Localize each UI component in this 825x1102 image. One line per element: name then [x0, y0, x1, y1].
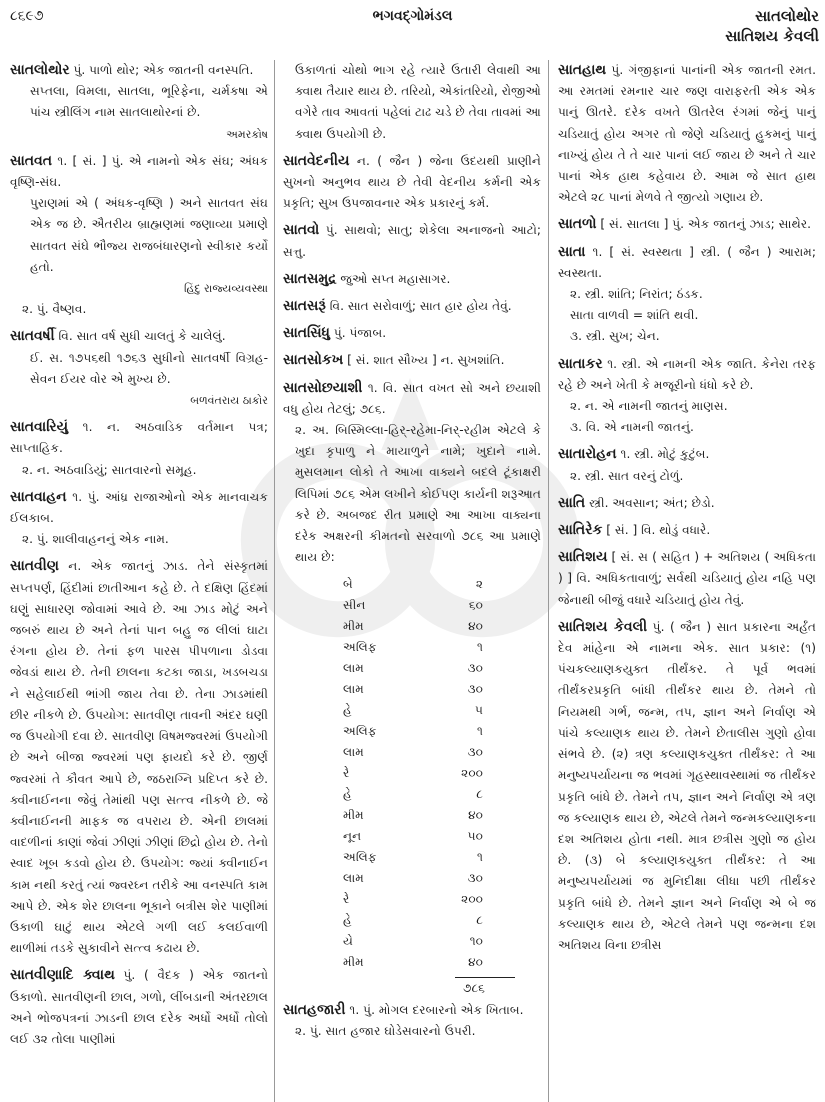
running-title: ભગવદ્ગોમંડલ — [372, 8, 453, 24]
dictionary-entry — [558, 354, 816, 439]
citation-source: અમરકોષ — [226, 127, 268, 141]
dictionary-entry — [558, 493, 816, 514]
abjad-value: ૪૦ — [468, 619, 483, 634]
abjad-row — [343, 784, 483, 805]
definition-text: ૧. સ્ત્રી. એ નામની એક જાતિ. કેનેરા તરફ રહે છે અને ખેતી કે મજૂરીનો ધંધો કરે છે. — [558, 356, 816, 392]
headword: સાતારોહન — [558, 446, 617, 463]
citation-source: હિંદુ રાજ્યવ્યવસ્થા — [184, 282, 268, 296]
dictionary-entry — [558, 60, 816, 208]
abjad-value: ૫ — [474, 703, 483, 718]
headword: સાતા — [558, 243, 586, 260]
abjad-letter: હે — [343, 787, 352, 802]
dictionary-entry — [558, 617, 816, 956]
abjad-letter: લામ — [343, 682, 364, 697]
abjad-value: ૧ — [477, 724, 483, 739]
entry-definition — [558, 60, 816, 208]
entry-definition — [283, 296, 541, 317]
abjad-letter: અલિફ — [343, 640, 377, 655]
definition-text: ૧. [ સં. ] પું. એ નામનો એક સંઘ; અંધક વૃષ્ણિ-સંઘ. — [10, 153, 268, 190]
abjad-letter: લામ — [343, 871, 364, 886]
headword: સાતળો — [558, 216, 597, 233]
entry-definition — [558, 617, 816, 956]
abjad-row — [343, 868, 483, 889]
headword: સાતિ — [558, 494, 586, 511]
dictionary-entry — [10, 60, 268, 145]
headword: સાતાકર — [558, 355, 603, 372]
headword: સાતવીણ — [10, 558, 59, 575]
sub-sense: ૨. ન. એ નામની જાતનું માણસ. — [570, 399, 728, 414]
definition-text: પું. સાથવો; સાતુ; શેકેલા અનાજનો આટો; સત્તુ. — [283, 223, 541, 259]
sub-sense: ૨. પું. શાલીવાહનનું એક નામ. — [22, 532, 169, 547]
abjad-row — [343, 847, 483, 868]
dictionary-entry — [10, 151, 268, 321]
entry-definition — [283, 220, 541, 262]
headword: સાતલોથોર — [10, 62, 70, 78]
abjad-value: ૨ — [475, 577, 483, 592]
entry-definition — [10, 487, 268, 529]
entry-definition — [10, 151, 268, 193]
abjad-letter: સીન — [343, 598, 366, 613]
definition-text: ૧. સ્ત્રી. મોટું કુટુંબ. — [616, 447, 710, 462]
entry-definition — [283, 1000, 541, 1021]
guide-word-last: સાતિશય કેવલી — [725, 27, 819, 45]
abjad-row — [343, 763, 483, 784]
column-divider — [274, 60, 275, 1102]
sub-sense: ૨. પું. સાત હજાર ઘોડેસવારનો ઉપરી. — [295, 1023, 476, 1038]
headword: સાતિરેક — [558, 522, 603, 539]
definition-text: [ સં. ] વિ. થોડું વધારે. — [602, 523, 711, 538]
definition-text: ૧. પું. મોગલ દરબારનો એક ખિતાબ. — [345, 1002, 524, 1017]
definition-text: પું. ( જૈન ) સાત પ્રકારના અર્હંત દેવ માંહેના એ નામના એક. સાત પ્રકાર: (૧) પંચકલ્યાણકયુક્ત તીર્થંકર. તે પૂર્વ ભવમાં તીર્થંકરપ્રકૃતિ બાંધી તીર્થંકર થાય છે. તેમને તો નિયમથી ગર્ભ, જન્મ, તપ, જ્ઞાન અને નિર્વાણ એ પાંચે કલ્યાણક થાય છે. તેમને છેતાલીસ ગુણો હોવા સંભવે છે. (૨) ત્રણ કલ્યાણકયુક્ત તીર્થંકર: તે આ મનુષ્યપર્યાયના જ ભવમાં ગૃહસ્થાવસ્થામાં જ તીર્થંકર પ્રકૃતિ બાંધે છે. તેમને તપ, જ્ઞાન અને નિર્વાણ એ ત્રણ જ કલ્યાણક થાય છે, એટલે તેમને જન્મકલ્યાણકના દશ અતિશય હોતા નથી. માત્ર છત્રીસ ગુણો જ હોય છે. (૩) બે કલ્યાણકયુક્ત તીર્થંકર: તે આ મનુષ્યપર્યાયમાં જ મુનિદીક્ષા લીધા પછી તીર્થંકર પ્રકૃતિ બાંધે છે. તેમને જ્ઞાન અને નિર્વાણ એ બે જ કલ્યાણક થાય છે, એટલે તેમને પણ જન્મના દશ અતિશય વિના છત્રીસ — [558, 619, 816, 952]
dictionary-entry — [558, 242, 816, 348]
abjad-value: ૬૦ — [468, 598, 483, 613]
abjad-letter: રે — [343, 766, 350, 781]
entry-definition — [558, 520, 816, 541]
entry-definition — [10, 326, 268, 347]
abjad-row — [343, 700, 483, 721]
abjad-letter: લામ — [343, 745, 364, 760]
headword: સાતવર્ષી — [10, 328, 55, 345]
abjad-row — [343, 952, 483, 973]
dictionary-entry — [283, 350, 541, 371]
abjad-letter: લામ — [343, 661, 364, 676]
sub-sense: ૨. સ્ત્રી. સાત વરનું ટોળું. — [570, 468, 684, 483]
definition-text: જુઓ સપ્ત મહાસાગર. — [336, 271, 451, 286]
headword: સાતિશય કેવલી — [558, 618, 648, 635]
citation-quote: ઈ. સ. ૧૭૫૬થી ૧૭૬૩ સુધીનો સાતવર્ષી વિગ્રહ-સેવન ઈયર વોર એ મુખ્ય છે. — [30, 350, 268, 386]
abjad-row — [343, 658, 483, 679]
entry-continuation: ઉકાળતાં ચોથો ભાગ રહે ત્યારે ઉતારી લેવાથી આ ક્વાથ તૈયાર થાય છે. તરિયો, એકાંતરિયો, રોજીઓ વગેરે તાવ આવતાં પહેલાં ટાઢ ચડે છે તેવા તાવમાં આ ક્વાથ ઉપયોગી છે. — [295, 63, 541, 141]
dictionary-entry — [558, 214, 816, 235]
entry-definition — [558, 444, 816, 465]
dictionary-entry — [10, 487, 268, 551]
definition-text: વિ. સાત સરોવાળું; સાત હાર હોય તેવું. — [325, 299, 512, 314]
abjad-letter: રે — [343, 892, 350, 907]
definition-text: પું. ( વૈદક ) એક જાતનો ઉકાળો. સાતવીણની છાલ, ગળો, લીંબડાની અંતરછાલ અને ભોજપત્રનાં ઝાડની છાલ દરેક અર્ધો અર્ધો તોલો લઈ ૩૨ તોલા પાણીમાં — [10, 968, 268, 1046]
headword: સાતસરૂં — [283, 298, 326, 315]
abjad-row — [343, 805, 483, 826]
abjad-letter: હે — [343, 913, 352, 928]
column-3 — [558, 60, 816, 962]
sub-sense: ૨. અ. બિસ્મિલ્લા-હિર્-રહેમા-નિર્-રહીમ એટલે કે ખુદા કૃપાળુ ને માયાળુને નામે; ખુદાને નામે. મુસલમાન લોકો તે આખા વાક્યને બદલે ટૂંકાક્ષરી લિપિમાં ૭૮૬ એમ લખીને કોઈપણ કાર્યની શરૂઆત કરે છે. અબજદ રીત પ્રમાણે આ આખા વાક્યના દરેક અક્ષરની કીમતનો સરવાળો ૭૮૬ આ પ્રમાણે થાય છે: — [295, 423, 541, 565]
abjad-letter: નૂન — [343, 829, 362, 844]
dictionary-entry — [283, 296, 541, 317]
sub-sense: ૩. વિ. એ નામની જાતનું. — [570, 420, 694, 435]
abjad-row — [343, 931, 483, 952]
abjad-total: ૭૮૬ — [463, 981, 485, 996]
headword: સાતવારિયું — [10, 419, 69, 436]
page-number: ૮૬૯૭ — [10, 8, 44, 24]
entry-definition — [558, 242, 816, 284]
headword: સાતસોકખ — [283, 352, 344, 369]
entry-definition — [283, 151, 541, 215]
abjad-value: ૨૦૦ — [461, 892, 483, 907]
abjad-row — [343, 889, 483, 910]
dictionary-entry — [10, 965, 268, 1050]
definition-text: [ સં. સાતલા ] પું. એક જાતનું ઝાડ; સાથેર. — [596, 217, 812, 232]
abjad-row — [343, 742, 483, 763]
sub-sense: ૩. સ્ત્રી. સુખ; ચેન. — [570, 329, 660, 344]
definition-text: [ સં. શાત સૌખ્ય ] ન. સુખશાંતિ. — [343, 353, 505, 368]
dictionary-entry — [283, 1000, 541, 1042]
abjad-value: ૩૦ — [467, 682, 483, 697]
headword: સાતહજારી — [283, 1001, 346, 1018]
abjad-value: ૩૦ — [467, 661, 483, 676]
definition-text: ન. ( જૈન ) જેના ઉદયથી પ્રાણીને સુખનો અનુભવ થાય છે તેવી વેદનીય કર્મની એક પ્રકૃતિ; સુખ ઉપજાવનાર એક પ્રકારનું કર્મ. — [283, 153, 541, 211]
entry-definition — [10, 60, 268, 81]
abjad-row — [343, 679, 483, 700]
dictionary-entry — [283, 269, 541, 290]
entry-definition — [283, 350, 541, 371]
entry-definition — [558, 354, 816, 396]
abjad-letter: મીમ — [343, 955, 364, 970]
citation-source: બળવંતરાય ઠાકોર — [190, 394, 268, 408]
entry-definition — [10, 965, 268, 1050]
citation-quote: સપ્તલા, વિમલા, સાતલા, ભૂરિફેના, ચર્મકષા એ પાંચ સ્ત્રીલિંગ નામ સાતલાથોરનાં છે. — [30, 84, 268, 120]
citation-quote: પુરાણમાં એ ( અંધક-વૃષ્ણિ ) અને સાતવત સંઘ એક જ છે. ઐતરીય બ્રાહ્મણમાં જણાવ્યા પ્રમાણે સાતવત સંઘે ભૌજ્ય રાજબંધારણનો સ્વીકાર કર્યો હતો. — [30, 196, 268, 274]
abjad-letter: યે — [343, 934, 353, 949]
definition-text: ન. એક જાતનું ઝાડ. તેને સંસ્કૃતમાં સપ્તપર્ણ, હિંદીમાં છાતીઆન કહે છે. તે દક્ષિણ હિંદમાં ઘણું સાધારણ જોવામાં આવે છે. આ ઝાડ મોટું અને જબરું થાય છે અને તેનાં પાન બહુ જ લીલાં ઘાટા રંગના હોય છે. તેનાં ફળ પારસ પીપળાના ડોડવા જેવડાં થાય છે. તેની છાલના કટકા જાડા, ખડબચડા ને સહેલાઈથી ભાંગી જાય તેવા છે. તેના ઝાડમાંથી છીર નીકળે છે. ઉપયોગ: સાતવીણ તાવની અંદર ઘણી જ ઉપયોગી દવા છે. સાતવીણ વિષમજ્વરમાં ઉપયોગી છે અને બીજા જ્વરમાં પણ ફાયદો કરે છે. જીર્ણ જ્વરમાં તે કૌવત આપે છે, જઠરાગ્નિ પ્રદિપ્ત કરે છે. ક્વીનાઈનના જેવું તેમાંથી પણ સત્ત્વ નીકળે છે. જે ક્વીનાઈનની માફક જ વપરાય છે. એની છાલમાં વાદળીનાં કાણાં જેવાં ઝીણાં ઝીણાં છિદ્રો હોય છે. તેનો સ્વાદ ખૂબ કડવો હોય છે. ઉપયોગ: જ્યાં ક્વીનાઈન કામ નથી કરતું ત્યાં જ્વરઘ્ન તરીકે આ વનસ્પતિ કામ આપે છે. એક શેર છાલના ભૂકાને બત્રીસ શેર પાણીમાં ઉકાળી ઘાટું થાય એટલે ગળી લઈ કલઈવાળી થાળીમાં તડકે સુકાવીને સત્ત્વ કઢાય છે. — [10, 559, 268, 956]
headword: સાતવીણાદિ ક્વાથ — [10, 967, 115, 984]
abjad-letter: અલિફ — [343, 724, 377, 739]
headword: સાતવેદનીય — [283, 152, 350, 169]
abjad-value: ૩૦ — [467, 745, 483, 760]
headword: સાતસિંધુ — [283, 325, 330, 342]
headword: સાતહાથ — [558, 62, 607, 78]
abjad-value: ૫૦ — [467, 829, 483, 844]
entry-definition — [283, 378, 541, 420]
abjad-value: ૮ — [476, 787, 483, 802]
column-2 — [283, 60, 541, 1048]
abjad-letter: બે — [343, 577, 353, 592]
dictionary-entry — [10, 556, 268, 959]
headword: સાતિશય — [558, 549, 608, 566]
dictionary-entry — [10, 417, 268, 481]
abjad-row — [343, 721, 483, 742]
abjad-value: ૮ — [476, 913, 483, 928]
abjad-value: ૧ — [477, 850, 483, 865]
sub-sense: ૨. પું. વૈષ્ણવ. — [22, 302, 87, 317]
definition-text: ૧. ન. અઠવાડિક વર્તમાન પત્ર; સાપ્તાહિક. — [10, 420, 268, 456]
dictionary-entry — [283, 151, 541, 215]
entry-definition — [558, 214, 816, 235]
abjad-letter: મીમ — [343, 619, 364, 634]
abjad-value: ૪૦ — [468, 955, 483, 970]
abjad-value: ૨૦૦ — [461, 766, 483, 781]
abjad-value: ૧ — [477, 640, 483, 655]
entry-definition — [558, 547, 816, 611]
headword: સાતવત — [10, 152, 53, 169]
abjad-value: ૪૦ — [468, 808, 483, 823]
abjad-value: ૩૦ — [467, 871, 483, 886]
abjad-row — [343, 910, 483, 931]
abjad-value: ૧૦ — [469, 934, 483, 949]
abjad-row — [343, 616, 483, 637]
entry-definition — [10, 556, 268, 959]
definition-text: [ સં. સ ( સહિત ) + અતિશય ( અધિકતા ) ] વિ. અધિકતાવાળું; સર્વથી ચડિયાતું હોય નહિ પણ જેનાથી બીજું વધારે ચડિયાતું હોય તેવું. — [558, 550, 816, 607]
headword: સાતવાહન — [10, 488, 67, 505]
page-header — [0, 0, 825, 58]
definition-text: પું. ગંજીફાનાં પાનાંની એક જાતની રમત. આ રમતમાં રમનાર ચાર જણ વારાફરતી એક એક પાનું ઊતરે. દરેક વખતે ઊતરેલ રંગમાં જેનું પાનું ચડિયાતું હોય અગર તો જેણે ચડિયાતું હુકમનું પાનું નાખ્યું હોય તે તે ચાર પાનાં લઈ જાય છે અને તે ચાર પાનાં એક હાથ કહેવાય છે. આમ જે સાત હાથ એટલે ૨૮ પાનાં મેળવે તે જીત્યો ગણાય છે. — [558, 63, 816, 205]
abjad-table — [343, 574, 483, 973]
guide-word-first: સાતલોથોર — [755, 7, 819, 25]
dictionary-entry — [283, 378, 541, 569]
abjad-letter: અલિફ — [343, 850, 377, 865]
definition-text: ૧. [ સં. સ્વસ્થતા ] સ્ત્રી. ( જૈન ) આરામ; સ્વસ્થતા. — [558, 244, 816, 280]
entry-definition — [283, 269, 541, 290]
column-divider — [548, 60, 549, 1102]
definition-text: પું. પાળો થોર; એક જાતની વનસ્પતિ. — [69, 63, 254, 77]
definition-text: વિ. સાત વર્ષ સુધી ચાલતું કે ચાલેલું. — [54, 329, 226, 344]
dictionary-entry — [558, 520, 816, 541]
abjad-row — [343, 637, 483, 658]
definition-text: પું. પંજાબ. — [329, 326, 387, 341]
entry-definition — [558, 493, 816, 514]
sub-sense: સાતા વાળવી = શાંતિ થવી. — [570, 308, 699, 323]
definition-text: ૧. વિ. સાત વખત સો અને છયાશી વધુ હોય તેટલું; ૭૮૬. — [283, 380, 541, 416]
abjad-row — [343, 574, 483, 595]
abjad-row — [343, 595, 483, 616]
abjad-letter: હે — [343, 703, 352, 718]
entry-definition — [283, 323, 541, 344]
headword: સાતવો — [283, 222, 320, 239]
column-1 — [10, 60, 268, 1056]
guide-words — [725, 6, 819, 46]
abjad-row — [343, 826, 483, 847]
definition-text: ૧. પું. આંધ્ર રાજાઓનો એક માનવાચક ઈલકાબ. — [10, 489, 268, 526]
dictionary-entry — [10, 326, 268, 411]
definition-text: સ્ત્રી. અવસાન; અંત; છેડો. — [585, 495, 715, 510]
entry-definition — [10, 417, 268, 459]
dictionary-entry — [283, 323, 541, 344]
sub-sense: ૨. ન. અઠવાડિયું; સાતવારનો સમૂહ. — [22, 462, 197, 477]
abjad-letter: મીમ — [343, 808, 364, 823]
dictionary-entry — [558, 547, 816, 611]
sub-sense: ૨. સ્ત્રી. શાંતિ; નિરાંત; ઠંડક. — [570, 287, 703, 302]
dictionary-entry — [283, 220, 541, 262]
dictionary-entry — [558, 444, 816, 486]
headword: સાતસમુદ્ર — [283, 270, 337, 287]
headword: સાતસોછયાશી — [283, 379, 363, 396]
